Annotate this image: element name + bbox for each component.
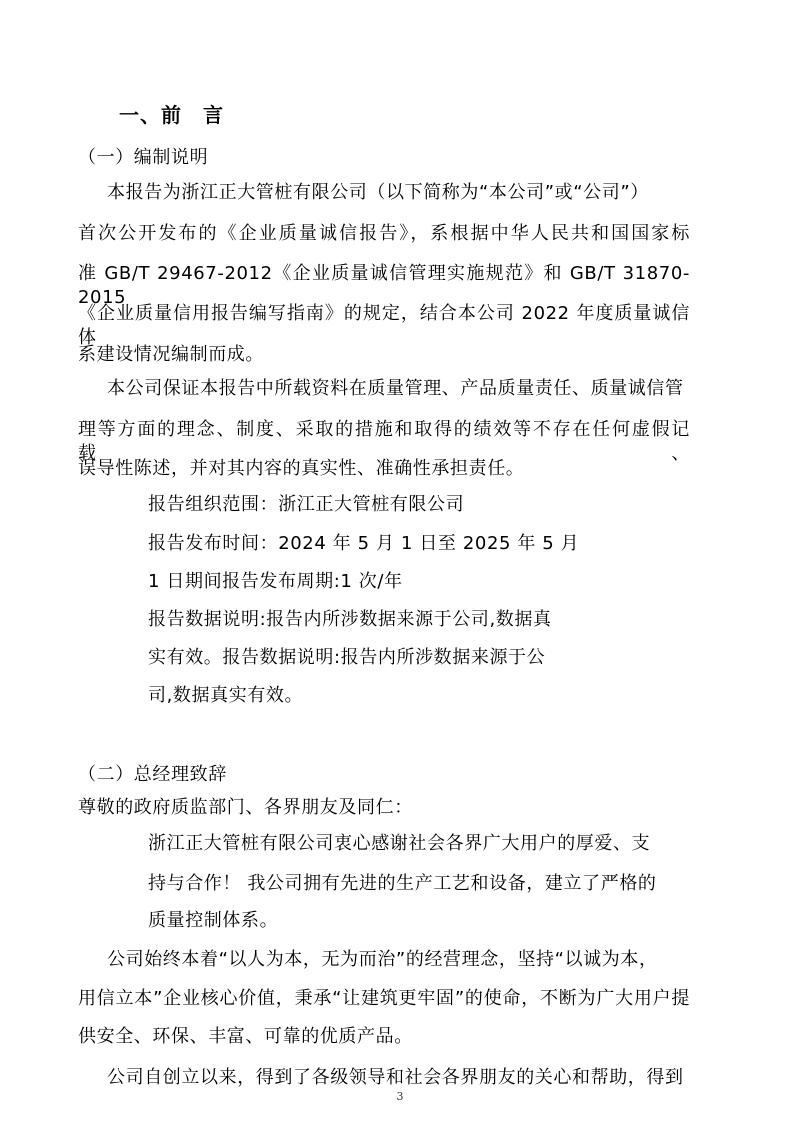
paragraph-line: 本公司保证本报告中所载资料在质量管理、产品质量责任、质量诚信管 [107,378,684,399]
paragraph-line: 供安全、环保、丰富、可靠的优质产品。 [78,1026,413,1047]
report-scope-line: 报告组织范围：浙江正大管桩有限公司 [148,494,465,515]
paragraph-line: 质量控制体系。 [148,910,279,931]
subsection-title-preparation: （一）编制说明 [78,147,209,168]
paragraph-line: 公司始终本着“以人为本，无为而治”的经营理念，坚持“以诚为本， [107,949,658,970]
report-data-line: 实有效。报告数据说明:报告内所涉数据来源于公 [148,647,546,668]
report-data-line: 司,数据真实有效。 [148,685,304,706]
paragraph-line: 用信立本”企业核心价值，秉承“让建筑更牢固”的使命，不断为广大用户提 [78,988,690,1009]
subsection-title-gm-speech: （二）总经理致辞 [78,764,227,785]
report-data-line: 报告数据说明:报告内所涉数据来源于公司,数据真 [148,609,552,630]
section-title: 一、前 言 [119,103,224,127]
report-time-line: 报告发布时间：2024 年 5 月 1 日至 2025 年 5 月 [148,533,580,554]
page-number: 3 [396,1090,404,1103]
paragraph-line: 公司自创立以来，得到了各级领导和社会各界朋友的关心和帮助，得到 [107,1067,684,1088]
paragraph-line: 误导性陈述，并对其内容的真实性、准确性承担责任。 [78,458,525,479]
report-period-line: 1 日期间报告发布周期:1 次/年 [148,571,403,592]
paragraph-line: 浙江正大管桩有限公司衷心感谢社会各界广大用户的厚爱、支 [148,833,651,854]
paragraph-line: 持与合作！ 我公司拥有先进的生产工艺和设备，建立了严格的 [148,873,657,894]
paragraph-line: 准 GB/T 29467-2012《企业质量诚信管理实施规范》和 GB/T 31870-2015 [78,263,690,308]
paragraph-line: 系建设情况编制而成。 [78,344,264,365]
paragraph-line: 本报告为浙江正大管桩有限公司（以下简称为“本公司”或“公司”） [107,182,649,203]
salutation: 尊敬的政府质监部门、各界朋友及同仁： [78,797,413,818]
paragraph-line: 首次公开发布的《企业质量诚信报告》，系根据中华人民共和国国家标 [78,223,690,244]
paragraph-line: 《企业质量信用报告编写指南》的规定，结合本公司 2022 年度质量诚信体 [78,303,690,348]
paragraph-line: 理等方面的理念、制度、采取的措施和取得的绩效等不存在任何虚假记载、 [78,419,690,464]
